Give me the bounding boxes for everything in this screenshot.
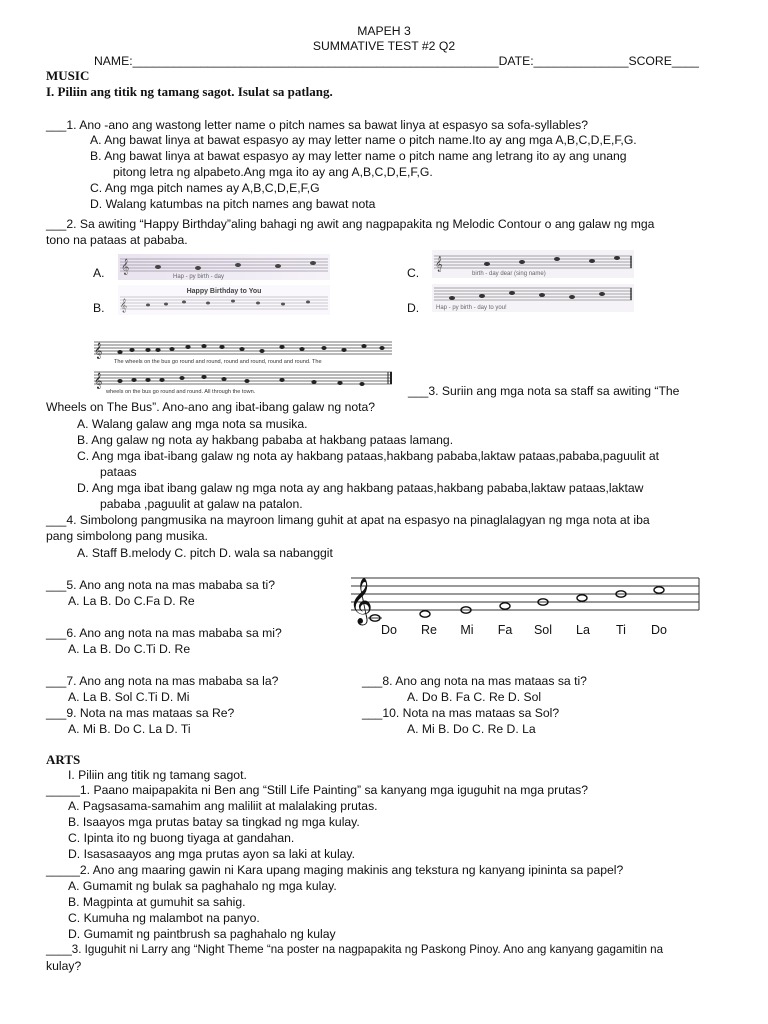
q3-choice-d-cont: pababa ,paguulit at galaw na patalon. (100, 497, 303, 511)
q2-image-c-lyrics: birth - day dear (sing name) (472, 271, 546, 277)
music-heading: MUSIC (46, 68, 90, 83)
svg-text:𝄞: 𝄞 (349, 579, 373, 623)
scale-label-ti: Ti (616, 623, 626, 637)
q1-text: ___1. Ano -ano ang wastong letter name o pitch names sa bawat linya at espasyo sa sofa-syllables? (46, 118, 588, 132)
q8-choices: A. Do B. Fa C. Re D. Sol (407, 690, 542, 704)
q2-image-c (432, 250, 634, 278)
q9-choices: A. Mi B. Do C. La D. Ti (68, 722, 191, 736)
q1-choice-a: A. Ang bawat linya at bawat espasyo ay may letter name o pitch name.Ito ay ang mga A,B,C,D,E,F,G. (90, 133, 637, 147)
name-date-score-line: NAME:______________________________________________________DATE:______________SCORE____ (94, 54, 699, 68)
q3-choice-d: D. Ang mga ibat ibang galaw ng mga nota ay ang hakbang pataas,hakbang pababa,laktaw pataas,laktaw (77, 481, 644, 495)
arts-q1-text: _____1. Paano maipapakita ni Ben ang “Still Life Painting” sa kanyang mga iguguhit na mga prutas? (46, 783, 589, 797)
arts-q3-text: ____3. Iguguhit ni Larry ang “Night Theme “na poster na nagpapakita ng Paskong Pinoy. Ano ang kanyang gagamitin na (46, 943, 664, 956)
test-title: SUMMATIVE TEST #2 Q2 (312, 39, 456, 53)
q10-choices: A. Mi B. Do C. Re D. La (407, 722, 536, 736)
subject-title: MAPEH 3 (357, 24, 411, 38)
scale-staff-figure (345, 568, 703, 640)
q2-image-a (118, 254, 330, 280)
q8-text: ___8. Ano ang nota na mas mataas sa ti? (362, 674, 587, 688)
q2-image-d (432, 284, 634, 312)
arts-q1-choice-b: B. Isaayos mga prutas batay sa tingkad ng mga kulay. (68, 815, 360, 829)
music-instruction: I. Piliin ang titik ng tamang sagot. Isulat sa patlang. (46, 84, 333, 99)
q1-choice-b-cont: pitong letra ng alpabeto.Ang mga ito ay ang A,B,C,D,E,F,G. (113, 165, 433, 179)
svg-text:𝄞: 𝄞 (94, 342, 103, 358)
q2-image-b (118, 285, 330, 315)
q1-choice-d: D. Walang katumbas na pitch names ang bawat nota (90, 197, 376, 211)
q3-choice-a: A. Walang galaw ang mga nota sa musika. (77, 417, 308, 431)
q1-choice-b: B. Ang bawat linya at bawat espasyo ay may letter name o pitch name ang letrang ito ay ang unang (90, 149, 627, 163)
scale-label-do-high: Do (651, 623, 667, 637)
q10-text: ___10. Nota na mas mataas sa Sol? (362, 706, 560, 720)
q3-choice-c: C. Ang mga ibat-ibang galaw ng nota ay hakbang pataas,hakbang pababa,laktaw pataas,pababa,paguulit at (77, 449, 660, 463)
q1-choice-c: C. Ang mga pitch names ay A,B,C,D,E,F,G (90, 181, 320, 195)
arts-heading: ARTS (46, 752, 81, 767)
arts-instruction: I. Piliin ang titik ng tamang sagot. (68, 768, 247, 782)
svg-text:𝄞: 𝄞 (121, 258, 130, 274)
arts-q1-choice-a: A. Pagsasama-samahim ang maliliit at malalaking prutas. (68, 799, 378, 813)
q2-text: ___2. Sa awiting “Happy Birthday”aling bahagi ng awit ang nagpapakita ng Melodic Contour o ang galaw ng mga (46, 217, 655, 231)
arts-q2-choice-c: C. Kumuha ng malambot na panyo. (68, 911, 260, 925)
q4-text-cont: pang simbolong pang musika. (46, 529, 208, 543)
svg-text:𝄞: 𝄞 (94, 372, 103, 388)
q3-staff-2-lyrics: wheels on the bus go round and round. All through the town. (106, 389, 256, 395)
q3-text-cont: Wheels on The Bus”. Ano-ano ang ibat-ibang galaw ng nota? (46, 400, 376, 414)
arts-q1-choice-d: D. Isasasaayos ang mga prutas ayon sa laki at kulay. (68, 847, 356, 861)
q7-choices: A. La B. Sol C.Ti D. Mi (68, 690, 190, 704)
arts-q2-choice-a: A. Gumamit ng bulak sa paghahalo ng mga kulay. (68, 879, 337, 893)
q3-staff-1-lyrics: The wheels on the bus go round and round, round and round, round and round. The (114, 359, 322, 365)
svg-text:𝄞: 𝄞 (435, 256, 443, 271)
q4-choices: A. Staff B.melody C. pitch D. wala sa nabanggit (77, 546, 333, 560)
scale-label-la: La (576, 623, 590, 637)
q2-text-cont: tono na pataas at pababa. (46, 233, 188, 247)
q6-choices: A. La B. Do C.Ti D. Re (68, 642, 191, 656)
scale-label-mi: Mi (460, 623, 474, 637)
arts-q2-text: _____2. Ano ang maaring gawin ni Kara upang maging makinis ang tekstura ng kanyang ipininta sa papel? (46, 863, 624, 877)
q2-label-b: B. (93, 301, 105, 315)
arts-q2-choice-d: D. Gumamit ng paintbrush sa paghahalo ng kulay (68, 927, 336, 941)
q3-choice-c-cont: pataas (100, 465, 137, 479)
q2-image-a-lyrics: Hap - py birth - day (173, 274, 225, 280)
scale-label-fa: Fa (497, 623, 513, 637)
q7-text: ___7. Ano ang nota na mas mababa sa la? (46, 674, 279, 688)
q5-text: ___5. Ano ang nota na mas mababa sa ti? (46, 578, 276, 592)
arts-q3-text-cont: kulay? (46, 959, 82, 973)
q2-label-a: A. (93, 266, 105, 280)
q2-label-c: C. (407, 266, 420, 280)
arts-q1-choice-c: C. Ipinta ito ng buong tiyaga at gandahan. (68, 831, 295, 845)
arts-q2-choice-b: B. Magpinta at gumuhit sa sahig. (68, 895, 246, 909)
scale-label-re: Re (421, 623, 437, 637)
q2-label-d: D. (407, 301, 420, 315)
q2-image-d-lyrics: Hap - py birth - day to you! (436, 305, 507, 311)
scale-label-sol: Sol (533, 623, 553, 637)
q4-text: ___4. Simbolong pangmusika na mayroon limang guhit at apat na espasyo na pinaglalagyan ng mga nota at iba (46, 513, 650, 527)
scale-label-do: Do (381, 623, 397, 637)
q9-text: ___9. Nota na mas mataas sa Re? (46, 706, 235, 720)
q3-staff-2 (92, 368, 394, 396)
q5-choices: A. La B. Do C.Fa D. Re (68, 594, 195, 608)
q6-text: ___6. Ano ang nota na mas mababa sa mi? (46, 626, 282, 640)
q3-choice-b: B. Ang galaw ng nota ay hakbang pababa at hakbang pataas lamang. (77, 433, 454, 447)
q3-staff-1 (92, 338, 394, 366)
q3-text: ___3. Suriin ang mga nota sa staff sa awiting “The (408, 384, 680, 398)
svg-text:𝄞: 𝄞 (120, 298, 128, 312)
q2-image-b-title: Happy Birthday to You (186, 288, 262, 295)
